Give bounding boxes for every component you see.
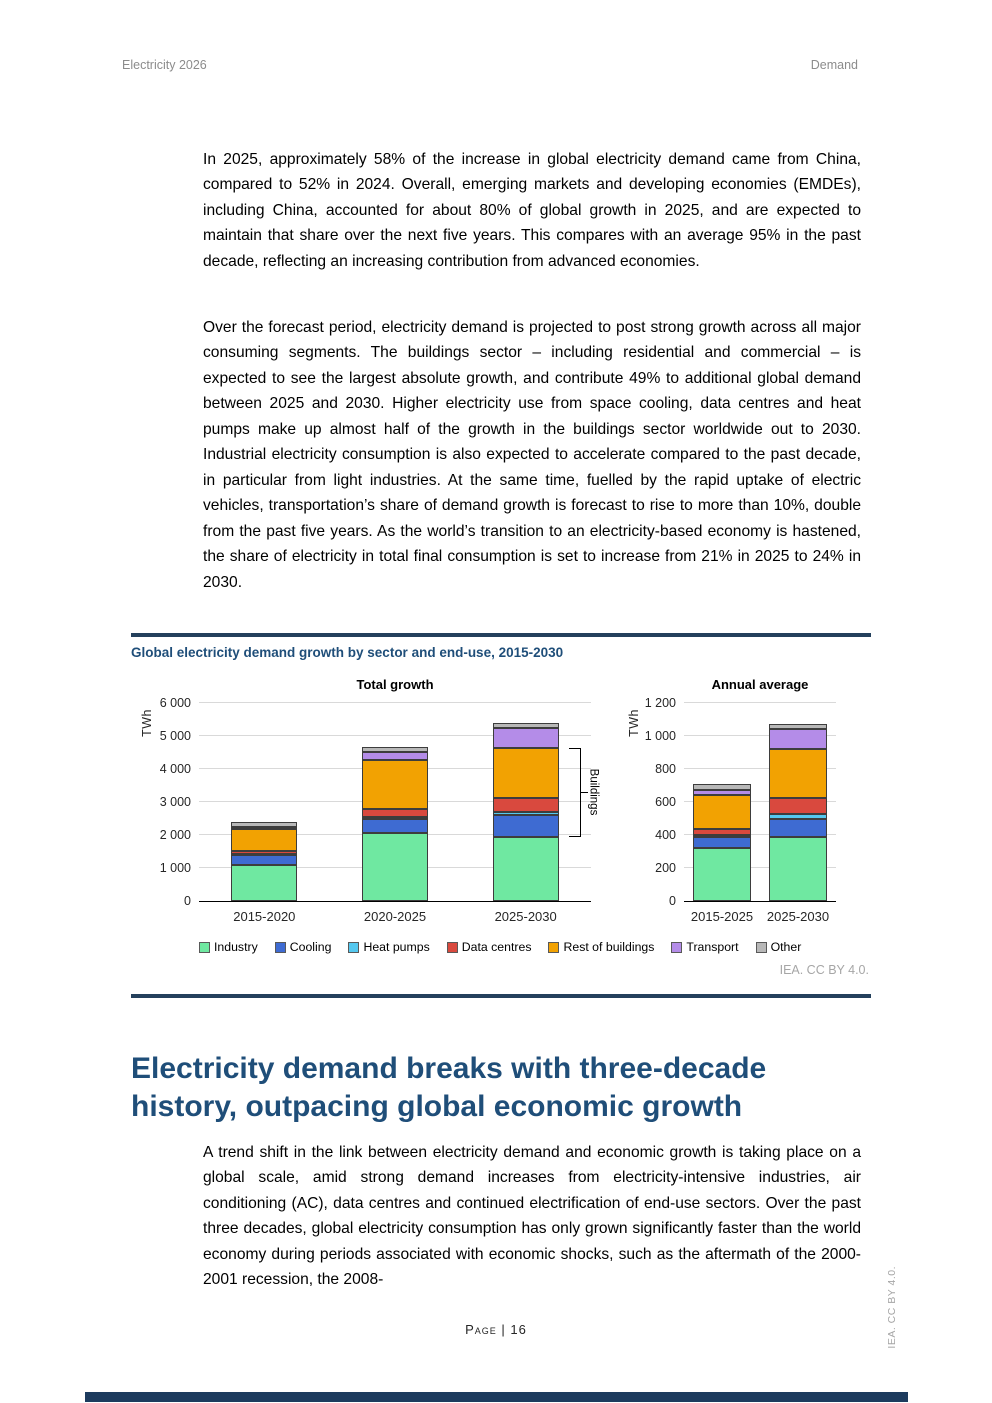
chart-title-total-growth: Total growth [356, 677, 434, 692]
y-axis-label-twh: TWh [627, 709, 641, 737]
bar-segment-heat-pumps [493, 812, 559, 815]
paragraph-2: Over the forecast period, electricity demand is projected to post strong growth across all major consuming segments. The buildings sector – including residential and commercial – is expected to see the largest absolute growth, and contribute 49% to additional global demand between 2025 and 2030. Higher electricity use from space cooling, data centres and heat pumps make up almost half of the growth in the buildings sector worldwide out to 2030. Industrial electricity consumption is also expected to accelerate compared to the past decade, in particular from light industries. At the same time, fuelled by the rapid uptake of electric vehicles, transportation’s share of demand growth is forecast to rise to more than 10%, double from the past five years. As the world’s transition to an electricity-based economy is hastened, the share of electricity in total final consumption is set to increase from 21% in 2025 to 24% in 2030. [203, 318, 861, 591]
x-tick-label: 2020-2025 [363, 909, 427, 924]
buildings-bracket [569, 748, 600, 836]
legend-label: Data centres [461, 940, 532, 954]
paragraph-3: A trend shift in the link between electricity demand and economic growth is taking place on a global scale, amid strong demand increases from electricity-intensive industries, air conditioning (AC), data centres and continued electrification of end-use sectors. Over the past three decades, global electricity consumption has only grown significantly faster than the world economy during periods associated with economic shocks, such as the aftermath of the 2000-2001 recession, the 2008- [203, 1143, 861, 1289]
y-tick-label: 800 [655, 762, 676, 776]
side-license-note: IEA. CC BY 4.0. [886, 1266, 898, 1349]
y-tick-label: 0 [669, 894, 676, 908]
y-tick-label: 2 000 [159, 828, 191, 842]
plot-area [199, 703, 600, 902]
bar-segment-industry [769, 837, 827, 901]
bar-segment-rest-of-buildings [769, 749, 827, 798]
bar-segment-transport [693, 790, 751, 795]
y-tick-label: 1 200 [644, 696, 676, 710]
y-tick-label: 1 000 [644, 729, 676, 743]
bar-segment-other [231, 822, 297, 827]
bar-segment-transport [493, 728, 559, 748]
legend-swatch [348, 942, 359, 953]
footer-accent-bar [85, 1392, 908, 1402]
bar-segment-transport [362, 752, 428, 761]
y-tick-label: 400 [655, 828, 676, 842]
bar-segment-industry [693, 848, 751, 901]
bar-segment-other [493, 723, 559, 728]
bar-segment-industry [231, 865, 297, 901]
bracket-nub [580, 792, 588, 793]
header-left: Electricity 2026 [122, 58, 207, 72]
legend-item [275, 940, 332, 954]
y-tick-label: 5 000 [159, 729, 191, 743]
bar-segment-rest-of-buildings [231, 829, 297, 851]
bar-segment-cooling [769, 819, 827, 837]
gridline [684, 702, 836, 703]
bar-segment-data-centres [231, 851, 297, 854]
paragraph-1: In 2025, approximately 58% of the increase in global electricity demand came from China, compared to 52% in 2024. Overall, emerging markets and developing economies (EMDEs), including China, accounted for about 80% of global growth in 2025, and are expected to maintain that share over the next five years. This compares with an average 95% in the past decade, reflecting an increasing contribution from advanced economies. [203, 150, 861, 270]
bar-segment-transport [769, 729, 827, 750]
bar-segment-cooling [493, 815, 559, 836]
y-tick-label: 6 000 [159, 696, 191, 710]
legend-swatch [199, 942, 210, 953]
legend-item [447, 940, 532, 954]
bar-segment-other [769, 724, 827, 729]
bar-segment-data-centres [493, 798, 559, 813]
legend-swatch [447, 942, 458, 953]
bar-segment-rest-of-buildings [362, 760, 428, 809]
y-axis-label-twh: TWh [140, 709, 154, 737]
bar-segment-cooling [231, 855, 297, 865]
page-number: Page | 16 [465, 1322, 527, 1337]
legend-item [671, 940, 738, 954]
y-tick-label: 200 [655, 861, 676, 875]
y-tick-label: 0 [184, 894, 191, 908]
chart-title-annual-average: Annual average [711, 677, 809, 692]
bracket-label: Buildings [587, 769, 600, 816]
legend-label: Other [770, 940, 802, 954]
y-tick-label: 3 000 [159, 795, 191, 809]
bar-segment-transport [231, 827, 297, 829]
legend-item [348, 940, 429, 954]
legend-label: Heat pumps [363, 940, 430, 954]
legend-swatch [756, 942, 767, 953]
bar-segment-data-centres [769, 798, 827, 814]
annual-average-chart [626, 677, 871, 937]
legend-label: Cooling [289, 940, 332, 954]
figure-attribution: IEA. CC BY 4.0. [779, 963, 869, 977]
x-tick-label: 2015-2020 [233, 909, 296, 924]
legend-item [756, 940, 802, 954]
y-tick-label: 1 000 [159, 861, 191, 875]
bar-segment-industry [362, 833, 428, 901]
y-axis-ticks [626, 696, 682, 908]
bar-segment-heat-pumps [769, 814, 827, 819]
section-heading: Electricity demand breaks with three-decade history, outpacing global economic growth [131, 1052, 767, 1124]
legend-label: Rest of buildings [563, 940, 655, 954]
x-tick-label: 2025-2030 [494, 909, 557, 924]
chart-legend [199, 940, 801, 954]
total-growth-chart [131, 677, 613, 937]
bar-segment-other [362, 747, 428, 752]
y-axis-ticks [131, 696, 197, 908]
legend-swatch [275, 942, 286, 953]
bar-segment-industry [493, 837, 559, 901]
y-tick-label: 600 [655, 795, 676, 809]
bar-segment-cooling [693, 837, 751, 849]
y-tick-label: 4 000 [159, 762, 191, 776]
figure-block [131, 633, 871, 998]
x-tick-label: 2025-2030 [766, 909, 830, 924]
legend-item [199, 940, 258, 954]
figure-bottom-rule [131, 994, 871, 998]
bar-segment-rest-of-buildings [493, 748, 559, 798]
bar-segment-rest-of-buildings [693, 795, 751, 829]
figure-top-rule [131, 633, 871, 637]
bar-segment-data-centres [693, 829, 751, 835]
gridline [199, 702, 591, 703]
plot-area [684, 703, 836, 902]
legend-label: Industry [214, 940, 258, 954]
bar-segment-data-centres [362, 809, 428, 817]
running-header [122, 58, 858, 72]
bar-segment-other [693, 784, 751, 791]
legend-swatch [671, 942, 682, 953]
figure-title: Global electricity demand growth by sector and end-use, 2015-2030 [131, 645, 564, 660]
x-tick-label: 2015-2025 [690, 909, 754, 924]
bar-segment-cooling [362, 819, 428, 834]
legend-swatch [548, 942, 559, 953]
header-right: Demand [810, 58, 858, 72]
legend-item [548, 940, 654, 954]
legend-label: Transport [686, 940, 739, 954]
